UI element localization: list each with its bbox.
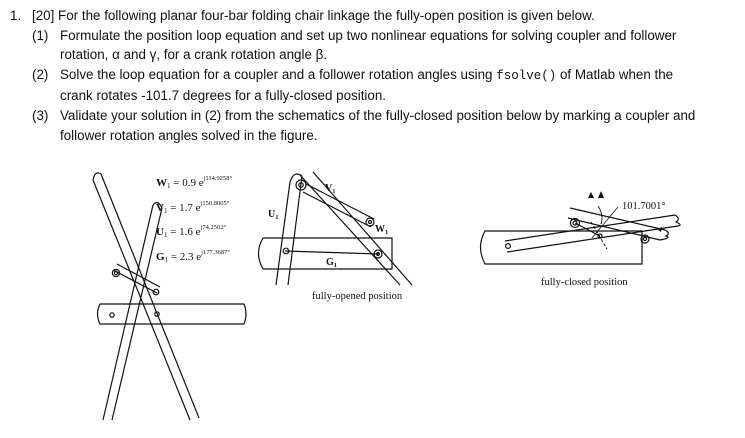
angle-label: 101.7001° <box>622 201 666 212</box>
part-text: rotation, α and γ, for a crank rotation angle β. <box>60 47 328 63</box>
part-text: Validate your solution in (2) from the schematics of the fully-closed position below by marking a coupler and <box>60 107 696 123</box>
label-g1: $G_1$ <box>326 257 338 269</box>
part-text: of Matlab when the <box>556 66 674 82</box>
caption-open: fully-opened position <box>312 291 403 302</box>
problem-number: 1. <box>10 8 22 23</box>
label-u1: $U_1$ <box>268 209 279 221</box>
closed-linkage <box>481 206 681 264</box>
part-label: (2) <box>32 66 49 82</box>
vector-w1: W1 = 0.9 $e^{j114.9258^\circ}$ <box>156 175 233 190</box>
part-text: follower rotation angles solved in the figure. <box>60 127 318 143</box>
part-text: crank rotates -101.7 degrees for a fully-closed position. <box>60 88 387 104</box>
caption-closed: fully-closed position <box>541 277 628 288</box>
part-label: (3) <box>32 107 49 123</box>
vector-v1: V1 = 1.7 $e^{j150.8005^\circ}$ <box>156 200 230 215</box>
label-v1: $V_1$ <box>325 183 336 195</box>
vector-list <box>156 175 233 264</box>
fsolve-code: fsolve() <box>496 68 557 83</box>
part-text: Solve the loop equation for a coupler and a follower rotation angles using <box>60 66 497 82</box>
vector-g1: G1 = 2.3 $e^{j177.3687^\circ}$ <box>156 249 230 264</box>
part-label: (1) <box>32 27 49 43</box>
label-w1: $W_1$ <box>375 224 389 236</box>
problem-intro: [20] For the following planar four-bar folding chair linkage the fully-open position is given below. <box>32 8 595 23</box>
vector-u1: U1 = 1.6 $e^{j74.2502^\circ}$ <box>156 224 227 239</box>
part-text: Formulate the position loop equation and set up two nonlinear equations for solving coupler and follower <box>60 27 677 43</box>
